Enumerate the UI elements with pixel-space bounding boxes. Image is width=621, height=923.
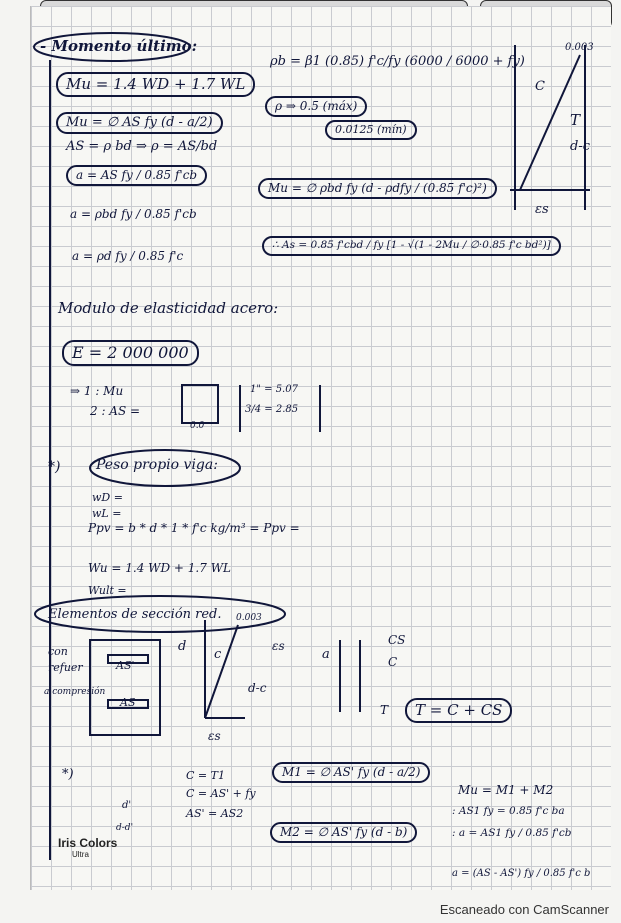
self-weight-wl: wL =: [92, 507, 122, 520]
bottom-as-eq: AS' = AS2: [186, 807, 244, 820]
bottom-dprime: d': [122, 800, 132, 811]
section-es1: εs: [272, 639, 285, 653]
notebook-brand-logo: [58, 836, 117, 859]
strain-c-label: C: [535, 79, 545, 94]
section-a: a: [322, 647, 330, 662]
self-weight-title: Peso propio viga:: [96, 457, 218, 473]
self-weight-wd: wD =: [92, 491, 123, 504]
formula-a2: a = ρbd fy / 0.85 f'cb: [70, 207, 197, 221]
self-weight-ppv: Ppv = b * d * 1 * f'c kg/m³ = Ppv =: [88, 521, 300, 535]
bottom-c-eq1: C = T1: [186, 769, 225, 782]
section-side3: a compresión: [44, 687, 106, 697]
bottom-a-final: a = (AS - AS') fy / 0.85 f'c b: [452, 868, 591, 879]
step-box-value: 0.0: [190, 421, 205, 431]
section-dc: d-c: [248, 681, 267, 695]
bottom-c-eq2: C = AS' + fy: [186, 787, 256, 800]
section-title-momento: - Momento último:: [40, 37, 198, 55]
elasticity-title: Modulo de elasticidad acero:: [58, 299, 279, 317]
section-c: c: [214, 647, 222, 662]
self-weight-wult: Wult =: [88, 584, 127, 597]
section-equation: T = C + CS: [405, 698, 512, 723]
section-side2: refuer: [48, 661, 83, 674]
section-side1: con: [48, 645, 68, 658]
formula-a3: a = ρd fy / 0.85 f'c: [72, 249, 184, 263]
bottom-mu-sum: Mu = M1 + M2: [458, 783, 554, 797]
strain-es-label: εs: [535, 202, 549, 217]
formula-mu-load: Mu = 1.4 WD + 1.7 WL: [56, 72, 255, 97]
formula-as-def: AS = ρ bd ⇒ ρ = AS/bd: [66, 139, 218, 154]
formula-as-full: ∴ As = 0.85 f'cbd / fy [1 - √(1 - 2Mu / ∅·0.85 f'c bd²)]: [262, 236, 561, 256]
section-strain-top: 0.003: [236, 613, 262, 623]
section-d: d: [178, 639, 187, 654]
scanner-watermark: Escaneado con CamScanner: [439, 902, 609, 917]
formula-a1: a = AS fy / 0.85 f'cb: [66, 165, 207, 186]
section-as: AS: [120, 696, 136, 709]
formula-rho-lim1: ρ ⇒ 0.5 (máx): [265, 96, 367, 117]
section-es2: εs: [208, 729, 221, 743]
bottom-star: *): [62, 767, 74, 782]
section-t: T: [380, 703, 389, 717]
formula-rho-lim2: 0.0125 (mín): [325, 120, 417, 140]
elasticity-value: E = 2 000 000: [62, 340, 199, 366]
bar-table-row1: 1" = 5.07: [250, 384, 298, 395]
strain-top-label: 0.003: [565, 42, 594, 53]
self-weight-wu: Wu = 1.4 WD + 1.7 WL: [88, 561, 231, 575]
strain-dc-label: d-c: [570, 139, 590, 154]
bottom-a-eq: : a = AS1 fy / 0.85 f'cb: [452, 827, 572, 839]
bottom-as1: : AS1 fy = 0.85 f'c ba: [452, 805, 565, 817]
bottom-dd: d-d': [116, 823, 134, 833]
bottom-m1: M1 = ∅ AS' fy (d - a/2): [272, 762, 430, 783]
brand-sub: Ultra: [72, 850, 89, 859]
section-as-prime: AS': [116, 659, 135, 672]
section-c2: C: [388, 655, 398, 669]
formula-mu-capacity: Mu = ∅ AS fy (d - a/2): [56, 112, 223, 134]
step-mu: ⇒ 1 : Mu: [70, 384, 124, 398]
star-marker: *): [48, 459, 61, 475]
bottom-m2: M2 = ∅ AS' fy (d - b): [270, 822, 417, 843]
strain-t-label: T: [570, 111, 581, 129]
formula-mu-rho: Mu = ∅ ρbd fy (d - ρdfy / (0.85 f'c)²): [258, 178, 497, 199]
formula-rho-b: ρb = β1 (0.85) f'c/fy (6000 / 6000 + fy): [270, 54, 525, 69]
bar-table-row2: 3/4 = 2.85: [245, 404, 299, 415]
step-as: 2 : AS =: [90, 404, 141, 418]
section-title: Elementos de sección red.: [48, 607, 222, 622]
section-cs: CS: [388, 633, 406, 647]
brand-name: Iris Colors: [58, 836, 118, 850]
